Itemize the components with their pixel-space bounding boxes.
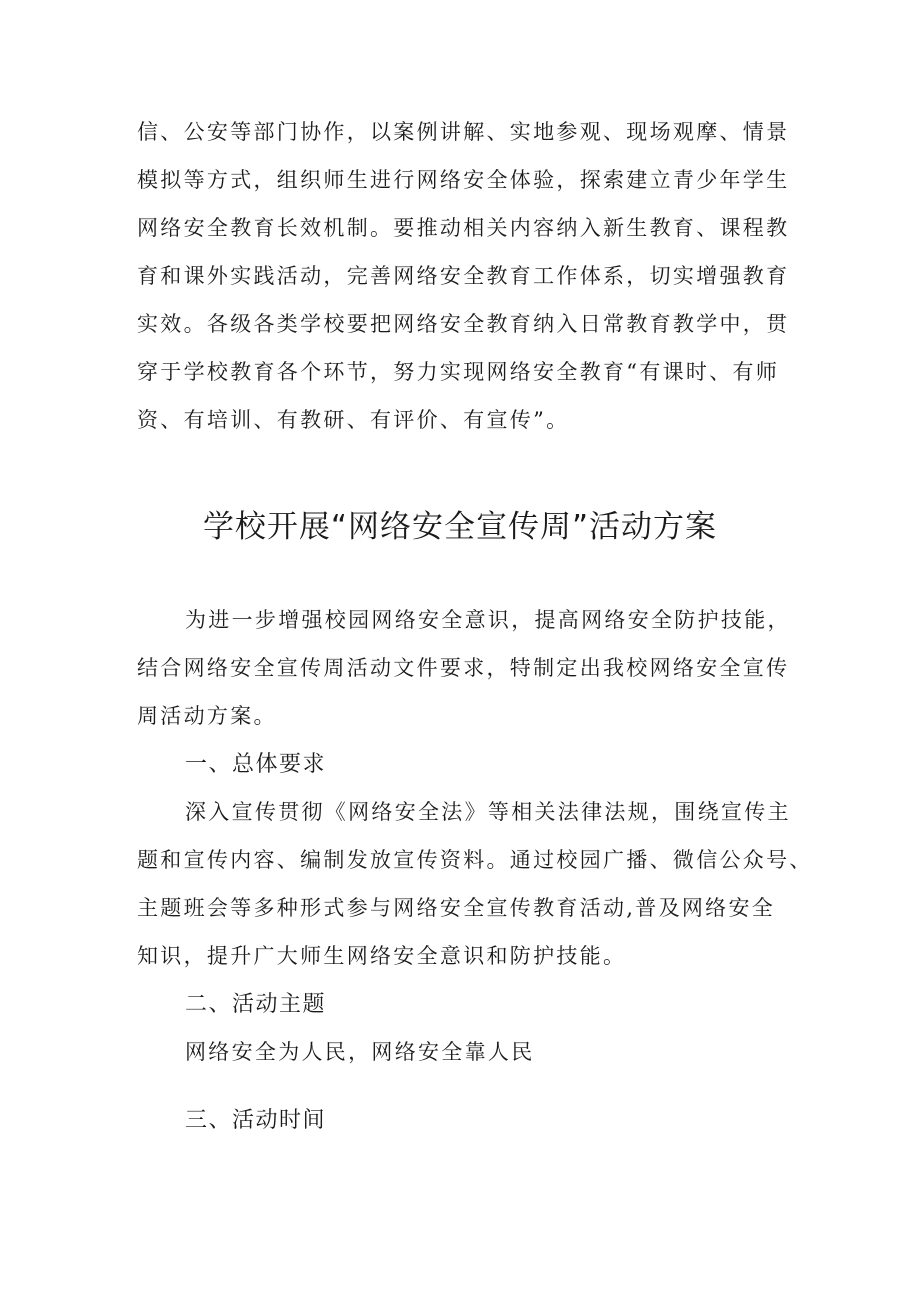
section-line: 主题班会等多种形式参与网络安全宣传教育活动,普及网络安全 — [137, 896, 776, 920]
intro-line: 网络安全教育长效机制。要推动相关内容纳入新生教育、课程教 — [137, 216, 790, 240]
section-line: 深入宣传贯彻《网络安全法》等相关法律法规，围绕宣传主 — [185, 800, 791, 824]
document-title: 学校开展“网络安全宣传周”活动方案 — [202, 509, 718, 545]
section-line: 知识，提升广大师生网络安全意识和防护技能。 — [137, 944, 627, 968]
section-heading: 二、活动主题 — [185, 992, 327, 1017]
preface-line: 为进一步增强校园网络安全意识，提高网络安全防护技能， — [185, 608, 791, 632]
section-heading: 三、活动时间 — [185, 1108, 327, 1133]
section-heading: 一、总体要求 — [185, 752, 327, 777]
section-line: 网络安全为人民，网络安全靠人民 — [185, 1040, 535, 1064]
intro-line: 穿于学校教育各个环节，努力实现网络安全教育“有课时、有师 — [137, 360, 780, 384]
preface-line: 结合网络安全宣传周活动文件要求，特制定出我校网络安全宣传 — [137, 656, 790, 680]
intro-line: 模拟等方式，组织师生进行网络安全体验，探索建立青少年学生 — [137, 168, 790, 192]
intro-line: 信、公安等部门协作，以案例讲解、实地参观、现场观摩、情景 — [137, 120, 790, 144]
preface-line: 周活动方案。 — [137, 704, 277, 728]
intro-line: 实效。各级各类学校要把网络安全教育纳入日常教育教学中，贯 — [137, 312, 790, 336]
section-line: 题和宣传内容、编制发放宣传资料。通过校园广播、微信公众号、 — [137, 848, 813, 872]
intro-line: 育和课外实践活动，完善网络安全教育工作体系，切实增强教育 — [137, 264, 790, 288]
intro-line: 资、有培训、有教研、有评价、有宣传”。 — [137, 408, 570, 432]
